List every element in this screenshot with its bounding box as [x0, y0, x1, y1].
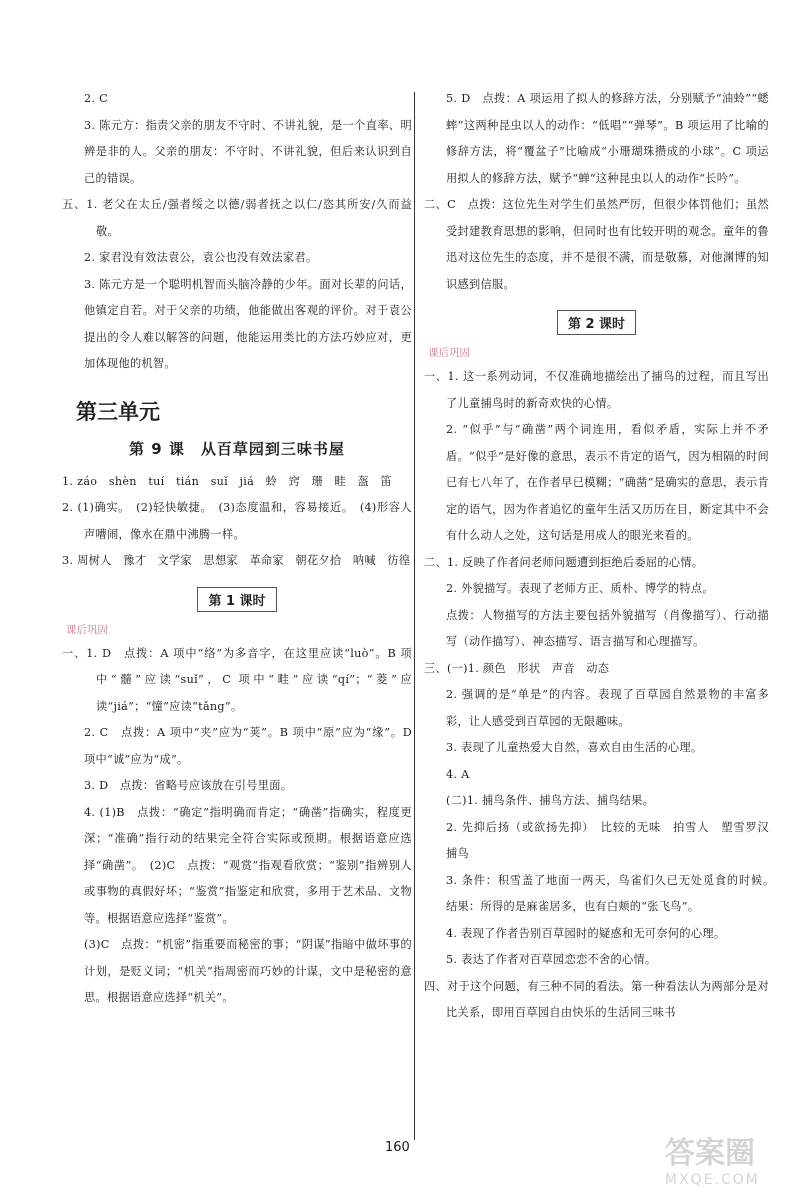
answer-paragraph: 3. D 点拨：省略号应该放在引号里面。 — [84, 779, 293, 792]
column-divider — [414, 92, 415, 1140]
answer-paragraph: 3. 陈元方：指责父亲的朋友不守时、不讲礼貌，是一个直率、明辨是非的人。父亲的朋友：不守时、不讲礼貌，但后来认识到自己的错误。 — [84, 118, 412, 185]
answer-paragraph: 2. 家君没有效法袁公，袁公也没有效法家君。 — [84, 251, 318, 264]
answer-paragraph: 2. C 点拨：A 项中“夹”应为“荚”。B 项中“原”应为“缘”。D 项中“诚”应为“成”。 — [84, 726, 412, 766]
answer-paragraph: 3. 周树人 豫才 文学家 思想家 革命家 朝花夕拾 呐喊 彷徨 — [62, 554, 411, 567]
answer-paragraph: 2. 外貌描写。表现了老师方正、质朴、博学的特点。 — [446, 582, 714, 595]
answer-paragraph: 4. 表现了作者告别百草园时的疑惑和无可奈何的心理。 — [446, 926, 726, 940]
answer-paragraph: 2. (1)确实。 (2)轻快敏捷。 (3)态度温和，容易接近。 (4)形容人声嘈闹，像水在鼎中沸腾一样。 — [62, 501, 412, 541]
answer-paragraph: 3. 陈元方是一个聪明机智而头脑冷静的少年。面对长辈的问话，他镇定自若。对于父亲的功绩，他能做出客观的评价。对于袁公提出的令人难以解答的问题，他能运用类比的方法巧妙应对，更加体现他的机智。 — [84, 277, 412, 370]
left-answers-part-1 — [62, 86, 412, 378]
answer-paragraph: 4. A — [446, 767, 470, 781]
answer-paragraph: (二)1. 捕鸟条件、捕鸟方法、捕鸟结果。 — [446, 794, 655, 807]
left-answers-part-2 — [62, 469, 412, 575]
right-column — [424, 86, 781, 1027]
answer-paragraph: 2. C — [84, 92, 108, 105]
period-heading-1: 第 1 课时 — [62, 587, 412, 612]
answer-paragraph: 二、1. 反映了作者问老师问题遭到拒绝后委屈的心情。 — [424, 555, 704, 569]
answer-paragraph: 3. 表现了儿童热爱大自然，喜欢自由生活的心理。 — [446, 741, 703, 754]
answer-paragraph: 2. 先抑后扬（或欲扬先抑） 比较的无味 拍雪人 塑雪罗汉 捕鸟 — [446, 820, 781, 860]
answer-paragraph: 一、1. 这一系列动词，不仅准确地描绘出了捕鸟的过程，而且写出了儿童捕鸟时的新奇欢快的心情。 — [424, 370, 769, 410]
unit-title: 第三单元 — [76, 399, 160, 424]
answer-paragraph: 2. 强调的是“单是”的内容。表现了百草园自然景物的丰富多彩，让人感受到百草园的无限趣味。 — [446, 688, 769, 728]
answer-paragraph: 5. D 点拨：A 项运用了拟人的修辞方法，分别赋予“油蛉”“蟋蟀”这两种昆虫以人的动作：“低唱”“弹琴”。B 项运用了比喻的修辞方法，将“覆盆子”比喻成“小珊瑚珠攒成的小球”。C 项运用拟人的修辞方法，赋予“蝉”这种昆虫以人的动作“长吟”。 — [446, 92, 769, 185]
answer-paragraph: 五、1. 老父在太丘/强者绥之以德/弱者抚之以仁/恣其所安/久而益敬。 — [62, 198, 412, 238]
answer-paragraph: 2. “似乎”与“确凿”两个词连用，看似矛盾，实际上并不矛盾。“似乎”是好像的意思，表示不肯定的语气，因为相隔的时间已有七八年了，在作者早已模糊；“确凿”是确实的意思，表示肯定的语气，因为作者追忆的童年生活又历历在目，断定其中不会有什么动人之处，这句话是用成人的眼光来看的。 — [446, 423, 769, 542]
left-answers-part-3 — [62, 641, 412, 1012]
answer-paragraph: (3)C 点拨：“机密”指重要而秘密的事；“阴谋”指暗中做坏事的计划，是贬义词；“机关”指周密而巧妙的计谋，文中是秘密的意思。根据语意应选择“机关”。 — [84, 938, 412, 1004]
answer-paragraph: 5. 表达了作者对百草园恋恋不舍的心情。 — [446, 953, 657, 966]
watermark-logo: 答案圈 MXQE.COM — [665, 1136, 760, 1188]
answer-paragraph: 四、对于这个问题，有三种不同的看法。第一种看法认为两部分是对比关系，即用百草园自由快乐的生活同三味书 — [424, 979, 769, 1019]
answer-paragraph: 一、1. D 点拨：A 项中“络”为多音字，在这里应读“luò”。B 项中“髓”应读“suǐ”，C 项中“畦”应读“qí”；“菱”应读“jiá”；“憧”应读“tǎng”。 — [62, 646, 412, 713]
answer-paragraph: 1. záo shèn tuí tián suǐ jiá 蛉 窍 珊 畦 盔 笛 — [62, 474, 392, 488]
right-answers-part-2 — [424, 364, 781, 1027]
left-column — [62, 86, 412, 1012]
section-tag-2: 课后巩固 — [428, 347, 470, 359]
page-number: 160 — [385, 1140, 410, 1155]
answer-paragraph: 4. (1)B 点拨：“确定”指明确而肯定；“确凿”指确实，程度更深；“准确”指行动的结果完全符合实际或预期。根据语意应选择“确凿”。 (2)C 点拨：“观赏”指观看欣赏；“鉴别”指辨别人或事物的真假好坏；“鉴赏”指鉴定和欣赏，多用于艺术品、文物等。根据语意应选择“鉴赏”。 — [84, 805, 412, 925]
answer-paragraph: 三、(一)1. 颜色 形状 声音 动态 — [424, 661, 610, 675]
lesson-title: 第 9 课 从百草园到三味书屋 — [129, 439, 345, 458]
answer-paragraph: 二、C 点拨：这位先生对学生们虽然严厉，但很少体罚他们；虽然受封建教育思想的影响，但同时也有比较开明的观念。童年的鲁迅对这位先生的态度，并不是很不满，而是敬慕，对他渊博的知识感到信服。 — [424, 198, 769, 291]
period-heading-2: 第 2 课时 — [424, 310, 769, 335]
answer-paragraph: 点拨：人物描写的方法主要包括外貌描写（肖像描写）、行动描写（动作描写）、神态描写、语言描写和心理描写。 — [446, 608, 769, 648]
section-tag-1: 课后巩固 — [66, 623, 108, 636]
right-answers-part-1 — [424, 86, 769, 298]
answer-paragraph: 3. 条件：积雪盖了地面一两天，鸟雀们久已无处觅食的时候。 结果：所得的是麻雀居多，也有白颊的“张飞鸟”。 — [446, 873, 781, 913]
